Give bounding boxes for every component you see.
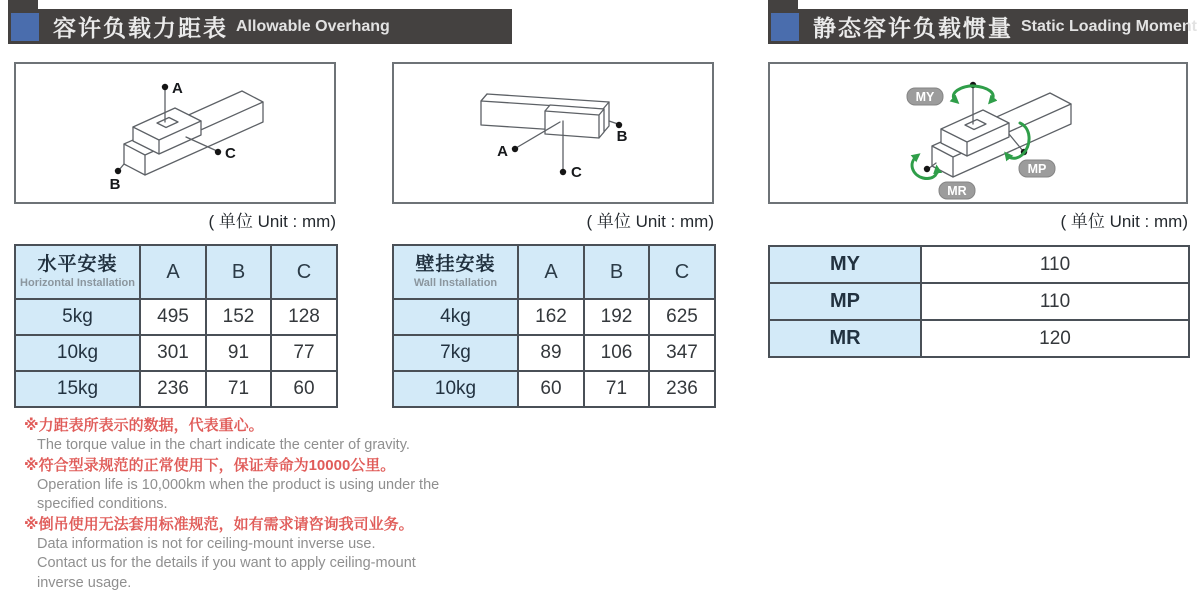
table-row xyxy=(769,320,1189,357)
value-a: 495 xyxy=(140,299,206,335)
table-title-cell xyxy=(15,245,140,299)
table-row xyxy=(15,371,337,407)
value-c: 60 xyxy=(271,371,337,407)
footnote xyxy=(24,515,504,594)
value-a: 60 xyxy=(518,371,584,407)
static-moment-diagram xyxy=(768,62,1188,204)
value-a: 236 xyxy=(140,371,206,407)
point-c-marker xyxy=(215,149,221,155)
footnote-zh: ※力距表所表示的数据，代表重心。 xyxy=(24,417,264,434)
table-title-en: Wall Installation xyxy=(413,277,498,289)
value-c: 625 xyxy=(649,299,715,335)
col-header-b: B xyxy=(584,245,649,299)
point-c-label: C xyxy=(225,145,236,162)
point-c-marker xyxy=(560,169,566,175)
footnote-en: Operation life is 10,000km when the product is using under the specified conditions. xyxy=(37,476,440,512)
load-cell: 4kg xyxy=(393,299,518,335)
value-b: 192 xyxy=(584,299,649,335)
left-title-zh: 容许负载力距表 xyxy=(53,15,228,41)
table-title-cell xyxy=(393,245,518,299)
carriage-outline xyxy=(941,110,1009,156)
mr-axis-dot xyxy=(924,166,930,172)
load-cell: 5kg xyxy=(15,299,140,335)
table-row xyxy=(15,299,337,335)
header-accent-square xyxy=(11,13,39,41)
isometric-rail-sketch xyxy=(16,64,334,202)
left-title-en: Allowable Overhang xyxy=(236,17,390,35)
table-header-row xyxy=(15,245,337,299)
right-title-en: Static Loading Moment xyxy=(1021,17,1197,35)
point-b-marker xyxy=(115,168,121,174)
table-row xyxy=(769,246,1189,283)
value-b: 71 xyxy=(584,371,649,407)
axis-c-line xyxy=(186,137,217,151)
value-a: 162 xyxy=(518,299,584,335)
left-header-tab xyxy=(8,0,38,9)
load-cell: 10kg xyxy=(15,335,140,371)
point-a-marker xyxy=(162,84,168,90)
footnote xyxy=(24,416,504,456)
moment-label-mr: MR xyxy=(769,320,921,357)
unit-label: ( 单位 Unit : mm) xyxy=(586,212,714,231)
header-accent-square xyxy=(771,13,799,41)
value-b: 106 xyxy=(584,335,649,371)
moment-label-mp: MP xyxy=(769,283,921,320)
value-c: 236 xyxy=(649,371,715,407)
value-c: 128 xyxy=(271,299,337,335)
table-row xyxy=(393,335,715,371)
value-a: 89 xyxy=(518,335,584,371)
table-row xyxy=(15,335,337,371)
wall-installation-diagram xyxy=(392,62,714,204)
point-a-marker xyxy=(512,146,518,152)
moment-value-mr: 120 xyxy=(921,320,1189,357)
point-b-label: B xyxy=(616,128,628,145)
footnote-zh: ※倒吊使用无法套用标准规范，如有需求请咨询我司业务。 xyxy=(24,515,414,533)
table-title-zh: 壁挂安装 xyxy=(415,254,496,275)
value-c: 77 xyxy=(271,335,337,371)
unit-label: ( 单位 Unit : mm) xyxy=(208,212,336,231)
point-a-label: A xyxy=(172,80,183,97)
my-badge-label: MY xyxy=(915,90,935,104)
mp-badge-label: MP xyxy=(1027,162,1047,176)
wall-installation-table xyxy=(392,244,716,408)
moment-value-mp: 110 xyxy=(921,283,1189,320)
side-rail-sketch xyxy=(394,64,712,202)
col-header-a: A xyxy=(518,245,584,299)
value-a: 301 xyxy=(140,335,206,371)
col-header-a: A xyxy=(140,245,206,299)
footnote-zh: ※符合型录规范的正常使用下，保证寿命为10000公里。 xyxy=(24,456,396,474)
table-title-en: Horizontal Installation xyxy=(20,277,135,289)
right-header-tab xyxy=(768,0,798,9)
footnote-en: The torque value in the chart indicate the center of gravity. xyxy=(37,437,410,453)
point-b-label: B xyxy=(109,176,121,193)
value-b: 152 xyxy=(206,299,271,335)
unit-label: ( 单位 Unit : mm) xyxy=(1060,212,1188,231)
table-row xyxy=(393,371,715,407)
value-b: 91 xyxy=(206,335,271,371)
carriage-outline xyxy=(545,105,604,138)
footnote xyxy=(24,456,504,515)
horizontal-installation-diagram xyxy=(14,62,336,204)
col-header-b: B xyxy=(206,245,271,299)
right-title-zh: 静态容许负载惯量 xyxy=(813,15,1013,41)
col-header-c: C xyxy=(271,245,337,299)
horizontal-installation-table xyxy=(14,244,338,408)
moment-rail-sketch xyxy=(770,64,1186,202)
table-title-zh: 水平安装 xyxy=(37,254,118,275)
value-b: 71 xyxy=(206,371,271,407)
carriage-outline xyxy=(133,108,201,154)
footnotes xyxy=(24,416,504,593)
table-row xyxy=(769,283,1189,320)
table-row xyxy=(393,299,715,335)
point-a-label: A xyxy=(497,143,508,160)
right-section-header xyxy=(768,9,1197,44)
table-header-row xyxy=(393,245,715,299)
load-cell: 10kg xyxy=(393,371,518,407)
static-moment-table xyxy=(768,245,1190,358)
footnote-en: Data information is not for ceiling-mount inverse use. Contact us for the details if you want to apply ceiling-mount inverse usage. xyxy=(37,535,416,591)
mr-badge-label: MR xyxy=(947,184,967,198)
value-c: 347 xyxy=(649,335,715,371)
point-c-label: C xyxy=(571,164,582,181)
moment-label-my: MY xyxy=(769,246,921,283)
moment-value-my: 110 xyxy=(921,246,1189,283)
load-cell: 7kg xyxy=(393,335,518,371)
col-header-c: C xyxy=(649,245,715,299)
left-section-header xyxy=(8,9,512,44)
load-cell: 15kg xyxy=(15,371,140,407)
